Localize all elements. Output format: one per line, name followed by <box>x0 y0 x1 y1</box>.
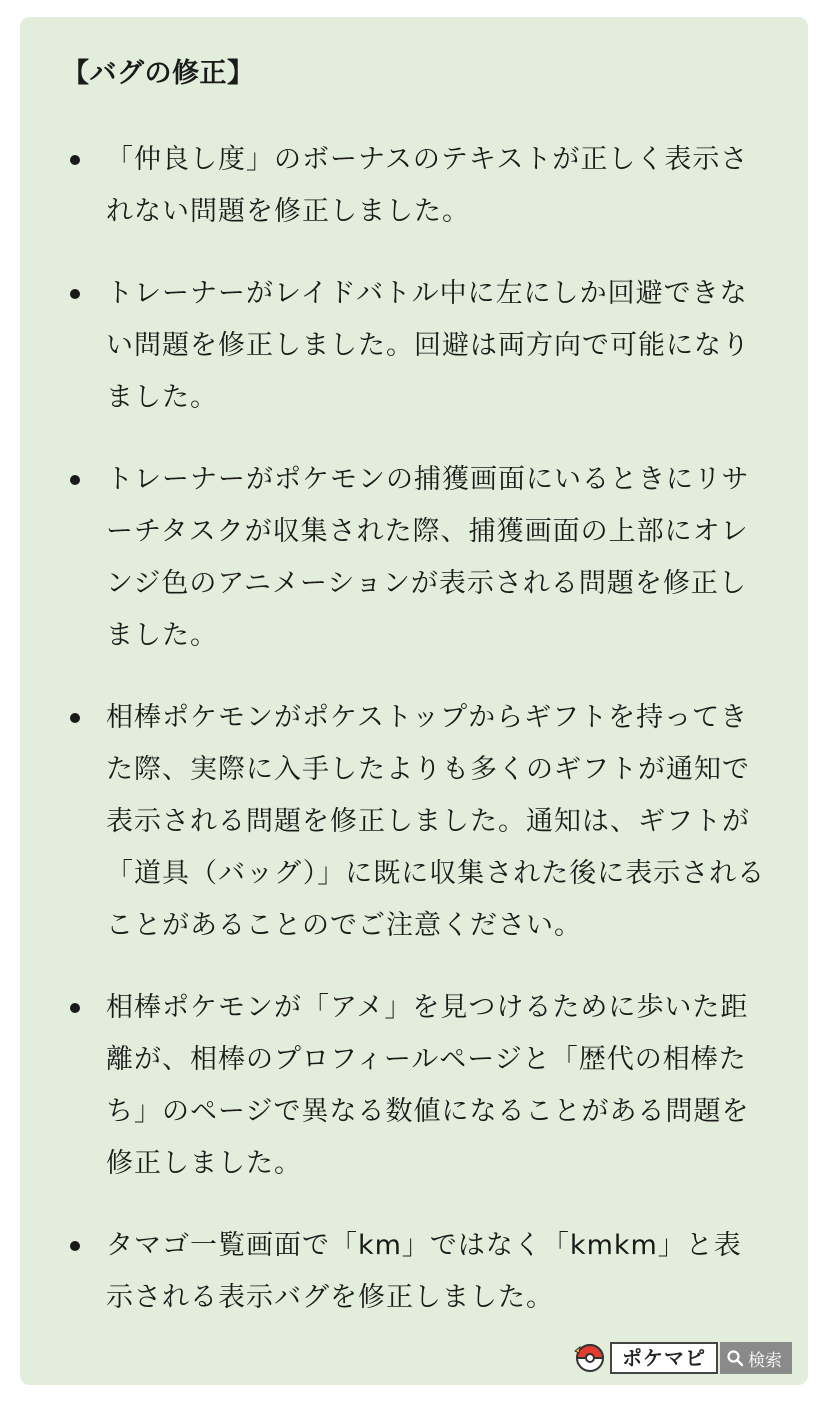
bug-fix-text: タマゴ一覧画面で「km」ではなく「kmkm」と表示される表示バグを修正しました。 <box>106 1230 742 1313</box>
search-icon <box>726 1349 744 1367</box>
bullet-icon <box>70 1241 80 1251</box>
list-item <box>62 1220 768 1324</box>
list-item <box>62 692 768 952</box>
bullet-icon <box>70 475 80 485</box>
list-item <box>62 268 768 424</box>
bullet-icon <box>70 289 80 299</box>
pokemapi-watermark[interactable] <box>572 1342 792 1374</box>
bug-fix-text: トレーナーがポケモンの捕獲画面にいるときにリサーチタスクが収集された際、捕獲画面の上部にオレンジ色のアニメーションが表示される問題を修正しました。 <box>106 464 750 651</box>
bug-fix-list <box>62 134 768 1354</box>
section-heading: 【バグの修正】 <box>62 58 255 89</box>
pokeball-mascot-icon <box>572 1341 608 1375</box>
list-item <box>62 134 768 238</box>
bullet-icon <box>70 155 80 165</box>
list-item <box>62 982 768 1190</box>
bug-fix-text: 「仲良し度」のボーナスのテキストが正しく表示されない問題を修正しました。 <box>106 144 749 227</box>
bullet-icon <box>70 713 80 723</box>
bug-fix-text: トレーナーがレイドバトル中に左にしか回避できない問題を修正しました。回避は両方向で可能になりました。 <box>106 278 750 413</box>
brand-logo-text: ポケマピ <box>610 1342 718 1374</box>
bug-fix-text: 相棒ポケモンが「アメ」を見つけるために歩いた距離が、相棒のプロフィールページと「歴代の相棒たち」のページで異なる数値になることがある問題を修正しました。 <box>106 992 750 1179</box>
search-label: 検索 <box>748 1350 782 1371</box>
bullet-icon <box>70 1003 80 1013</box>
search-button[interactable] <box>720 1342 792 1374</box>
bug-fix-text: 相棒ポケモンがポケストップからギフトを持ってきた際、実際に入手したよりも多くのギフトが通知で表示される問題を修正しました。通知は、ギフトが「道具（バッグ）」に既に収集された後に表示されることがあることのでご注意ください。 <box>106 702 766 941</box>
list-item <box>62 454 768 662</box>
